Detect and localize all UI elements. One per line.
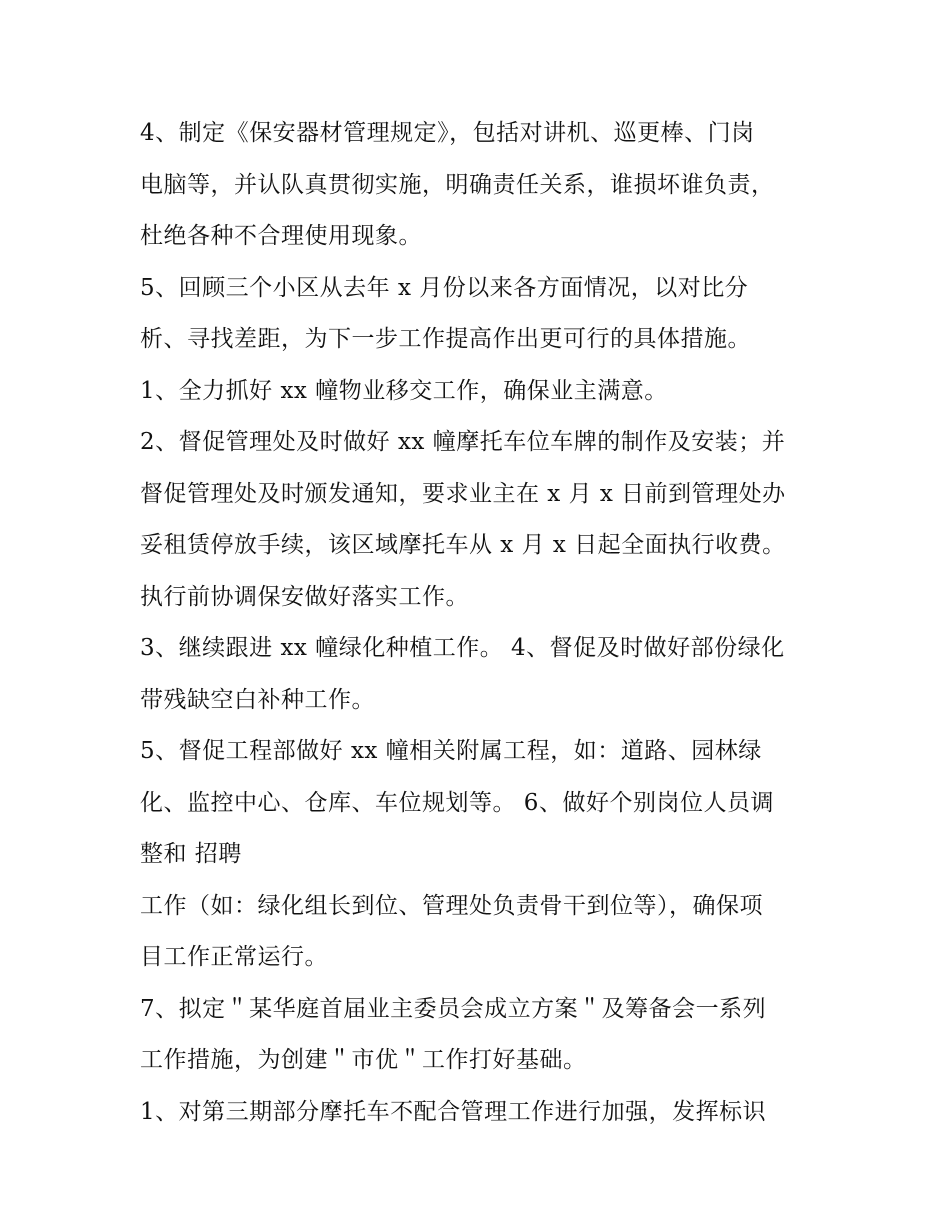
text-line: 4、制定《保安器材管理规定》，包括对讲机、巡更棒、门岗 (140, 120, 755, 146)
text-line: 执行前协调保安做好落实工作。 (140, 583, 469, 610)
text-line: 工作（如：绿化组长到位、管理处负责骨干到位等），确保项 (140, 892, 763, 919)
text-line: 督促管理处及时颁发通知，要求业主在 x 月 x 日前到管理处办 (140, 480, 786, 507)
text-line: 整和 招聘 (140, 841, 242, 867)
text-line: 1、对第三期部分摩托车不配合管理工作进行加强，发挥标识 (140, 1098, 767, 1125)
text-line: 妥租赁停放手续，该区域摩托车从 x 月 x 日起全面执行收费。 (140, 532, 786, 558)
text-line: 带残缺空白补种工作。 (140, 686, 375, 713)
text-line: 目工作正常运行。 (140, 944, 328, 970)
text-line: 2、督促管理处及时做好 xx 幢摩托车位车牌的制作及安装；并 (140, 429, 786, 455)
text-line: 化、监控中心、仓库、车位规划等。 6、做好个别岗位人员调 (140, 789, 774, 816)
text-line: 电脑等，并认队真贯彻实施，明确责任关系，谁损坏谁负责， (140, 171, 775, 198)
text-line: 杜绝各种不合理使用现象。 (140, 223, 422, 249)
text-line: 析、寻找差距，为下一步工作提高作出更可行的具体措施。 (140, 326, 751, 352)
text-line: 5、回顾三个小区从去年 x 月份以来各方面情况，以对比分 (140, 274, 749, 301)
text-line: 工作措施，为创建＂市优＂工作打好基础。 (140, 1047, 587, 1073)
text-line: 7、拟定＂某华庭首届业主委员会成立方案＂及筹备会一系列 (140, 995, 767, 1022)
text-line: 3、继续跟进 xx 幢绿化种植工作。 4、督促及时做好部份绿化 (140, 635, 785, 661)
document-body (140, 108, 820, 1138)
text-line: 5、督促工程部做好 xx 幢相关附属工程，如：道路、园林绿 (140, 738, 762, 764)
text-line: 1、全力抓好 xx 幢物业移交工作，确保业主满意。 (140, 377, 668, 404)
